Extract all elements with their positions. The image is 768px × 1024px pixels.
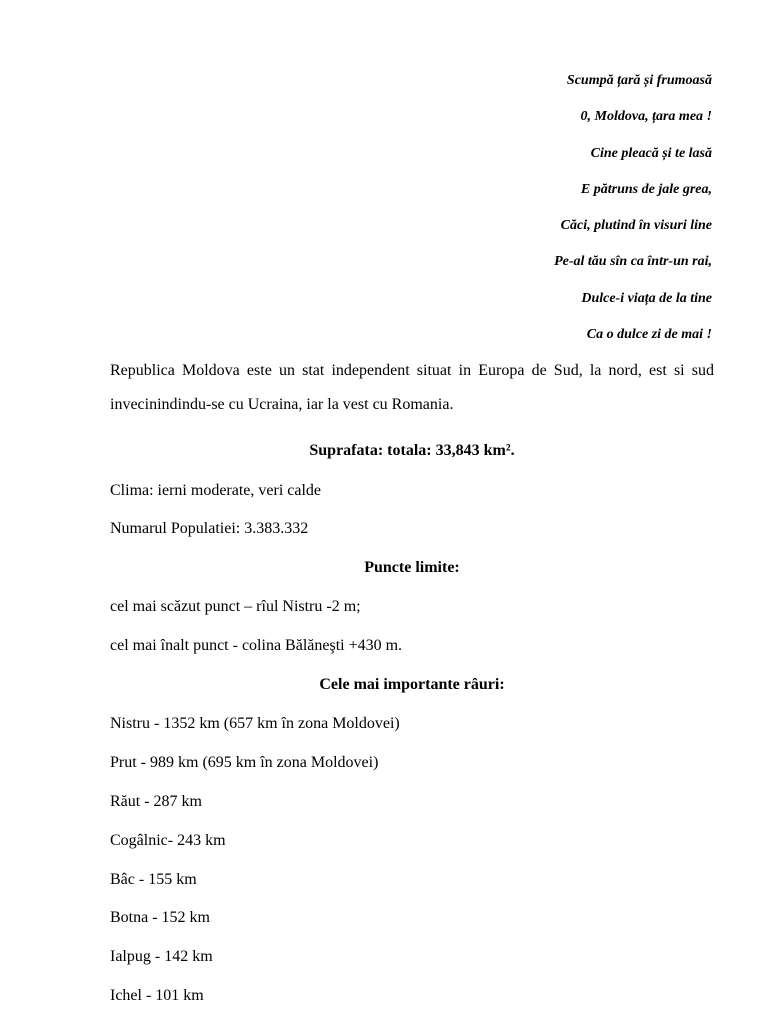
rivers-heading: Cele mai importante râuri: [319,676,505,693]
poem-line: Ca o dulce zi de mai ! [586,327,712,343]
surface-heading: Suprafata: totala: 33,843 km². [309,442,515,459]
poem-line: E pătruns de jale grea, [580,181,712,197]
highest-point-line: cel mai înalt punct - colina Bălăneşti +430 m. [110,637,403,654]
poem-line: Cine pleacă și te lasă [590,145,712,161]
river-item: Cogâlnic- 243 km [110,832,226,849]
river-item: Bâc - 155 km [110,871,197,888]
population-line: Numarul Populatiei: 3.383.332 [110,520,309,537]
poem-line: Dulce-i viața de la tine [581,290,712,306]
river-item: Ichel - 101 km [110,987,204,1004]
poem-line: Scumpă țară și frumoasă [566,73,712,88]
river-item: Botna - 152 km [110,909,210,926]
poem-stanza [212,72,712,362]
river-item: Răut - 287 km [110,793,202,810]
river-item: Prut - 989 km (695 km în zona Moldovei) [110,754,379,771]
river-item: Ialpug - 142 km [110,948,213,965]
climate-line: Clima: ierni moderate, veri calde [110,482,322,499]
intro-paragraph: Republica Moldova este un stat independent situat in Europa de Sud, la nord, est si sud invecinindindu-se cu Ucraina, iar la vest cu Romania. [110,362,714,413]
river-item: Nistru - 1352 km (657 km în zona Moldovei) [110,715,400,732]
poem-line: 0, Moldova, țara mea ! [580,109,712,125]
poem-line: Pe-al tău sîn ca într-un rai, [554,254,712,270]
limits-heading: Puncte limite: [364,559,460,576]
lowest-point-line: cel mai scăzut punct – rîul Nistru -2 m; [110,598,361,615]
poem-line: Căci, plutind în visuri line [560,218,712,234]
